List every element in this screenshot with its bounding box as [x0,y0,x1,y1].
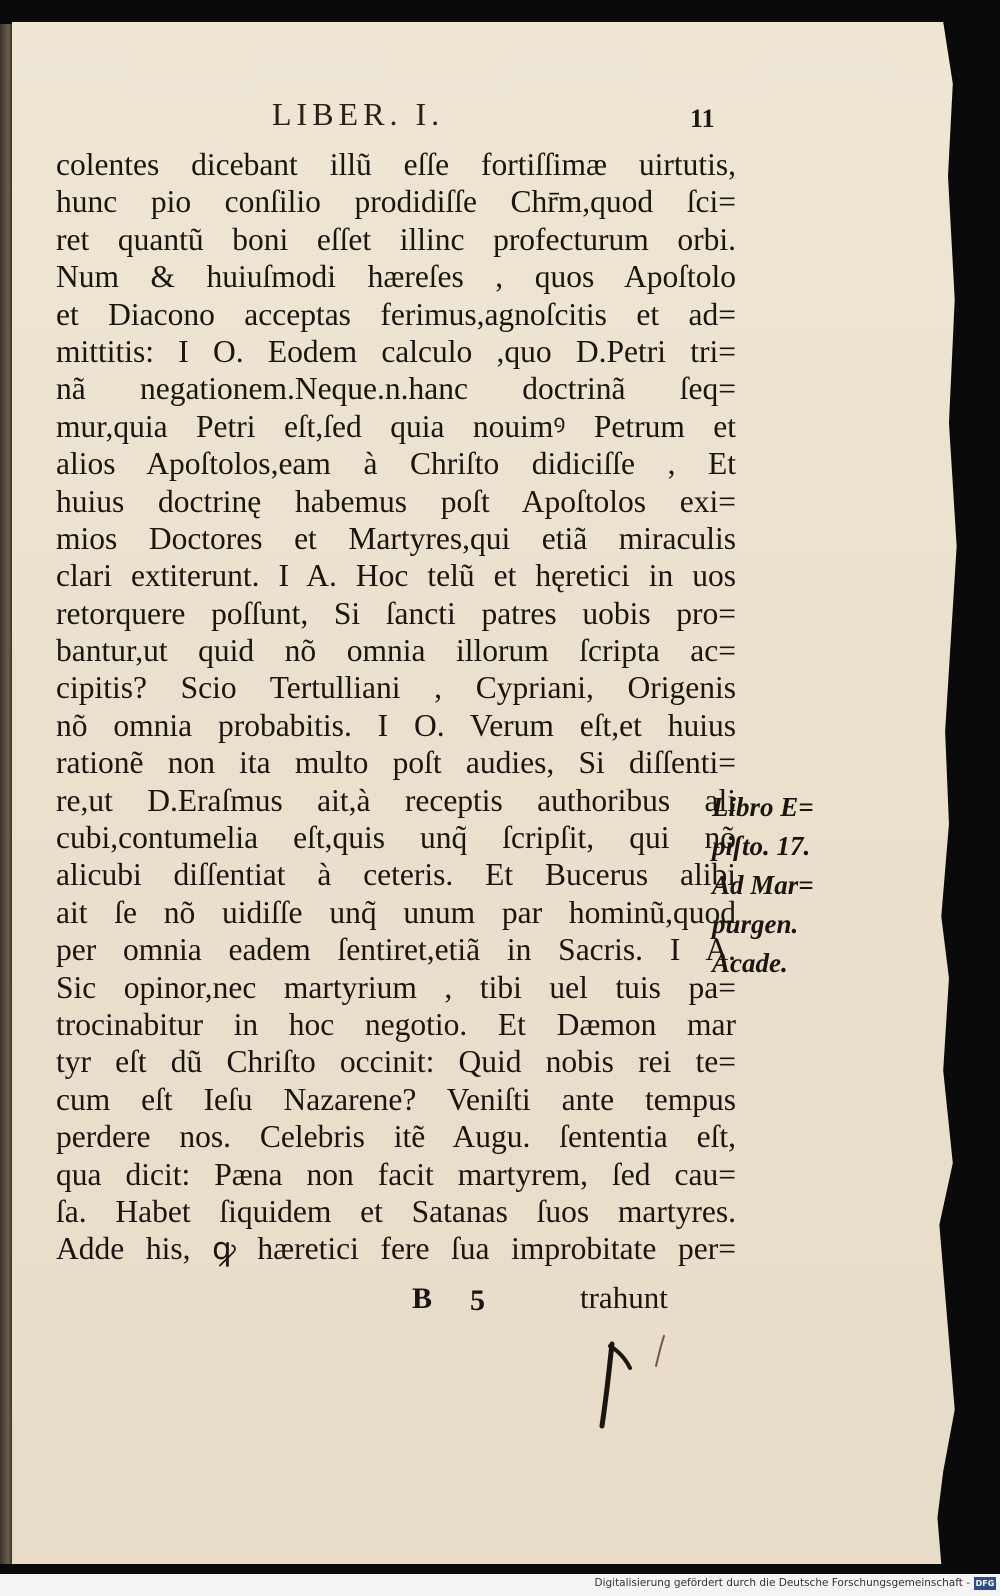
margin-note-line: purgen. [712,909,799,939]
main-text-block [56,146,736,1268]
margin-notes [712,788,862,983]
margin-note-line: Acade. [712,948,788,978]
margin-note-line: piſto. 17. [712,831,811,861]
text-line: cubi,contumelia eſt,quis unq̃ ſcripſit, qui nõ [56,820,736,856]
text-line: re,ut D.Eraſmus ait,à receptis authoribus ali [56,782,736,818]
text-line: Num & huiuſmodi hæreſes , quos Apoſtolo [56,259,736,295]
margin-note-line: Libro E= [712,792,814,822]
text-line: et Diacono acceptas ferimus,agnoſcitis et ad= [56,296,736,332]
text-line: tyr eſt dũ Chriſto occinit: Quid nobis rei te= [56,1044,736,1080]
text-line: cipitis? Scio Tertulliani , Cypriani, Origenis [56,670,736,706]
ink-stain-mark [590,1330,680,1450]
text-line: rationẽ non ita multo poſt audies, Si diſſenti= [56,745,736,781]
signature-mark: B [412,1282,433,1315]
text-line: alicubi diſſentiat à ceteris. Et Bucerus alibi [56,857,736,893]
funding-credit: Digitalisierung gefördert durch die Deutsche Forschungsgemeinschaft - [594,1577,970,1589]
text-line: trocinabitur in hoc negotio. Et Dæmon mar [56,1006,736,1042]
text-line: ret quantũ boni eſſet illinc profecturum orbi. [56,221,736,257]
text-line: bantur,ut quid nõ omnia illorum ſcripta ac= [56,633,736,669]
signature-number: 5 [470,1284,485,1317]
text-line: cum eſt Ieſu Nazarene? Veniſti ante tempus [56,1081,736,1117]
running-head: LIBER. I. [272,96,445,132]
text-line: mur,quia Petri eſt,ſed quia nouimꝰ Petrum et [56,408,736,444]
text-line: perdere nos. Celebris itẽ Augu. ſententia eſt, [56,1119,736,1155]
margin-note-line: Ad Mar= [712,870,814,900]
text-line: ait ſe nõ uidiſſe unq̃ unum par hominũ,quod [56,894,736,930]
text-line: hunc pio conſilio prodidiſſe Chr̄m,quod ſci= [56,184,736,220]
text-line: Sic opinor,nec martyrium , tibi uel tuis pa= [56,969,736,1005]
text-line: qua dicit: Pæna non facit martyrem, ſed cau= [56,1156,736,1192]
folio-number: 11 [690,104,715,133]
text-line: retorquere poſſunt, Si ſancti patres uobis pro= [56,595,736,631]
text-line: nõ omnia probabitis. I O. Verum eſt,et huius [56,707,736,743]
catchword: trahunt [580,1280,668,1315]
book-spine-edge [0,24,14,1564]
text-line: huius doctrinę habemus poſt Apoſtolos exi= [56,483,736,519]
text-line: alios Apoſtolos,eam à Chriſto didiciſſe , Et [56,446,736,482]
text-line: mittitis: I O. Eodem calculo ,quo D.Petri tri= [56,333,736,369]
dfg-logo: DFG [975,1579,995,1588]
text-line: ſa. Habet ſiquidem et Satanas ſuos martyres. [56,1193,736,1229]
text-line: Adde his, ꝙ hæretici fere ſua improbitate per= [56,1231,736,1267]
text-line: mios Doctores et Martyres,qui etiã miraculis [56,520,736,556]
text-line: clari extiterunt. I A. Hoc telũ et hęretici in uos [56,558,736,594]
text-line: per omnia eadem ſentiret,etiã in Sacris. I A. [56,932,736,968]
text-line: colentes dicebant illũ eſſe fortiſſimæ uirtutis, [56,147,736,182]
text-line: nã negationem.Neque.n.hanc doctrinã ſeq= [56,371,736,407]
